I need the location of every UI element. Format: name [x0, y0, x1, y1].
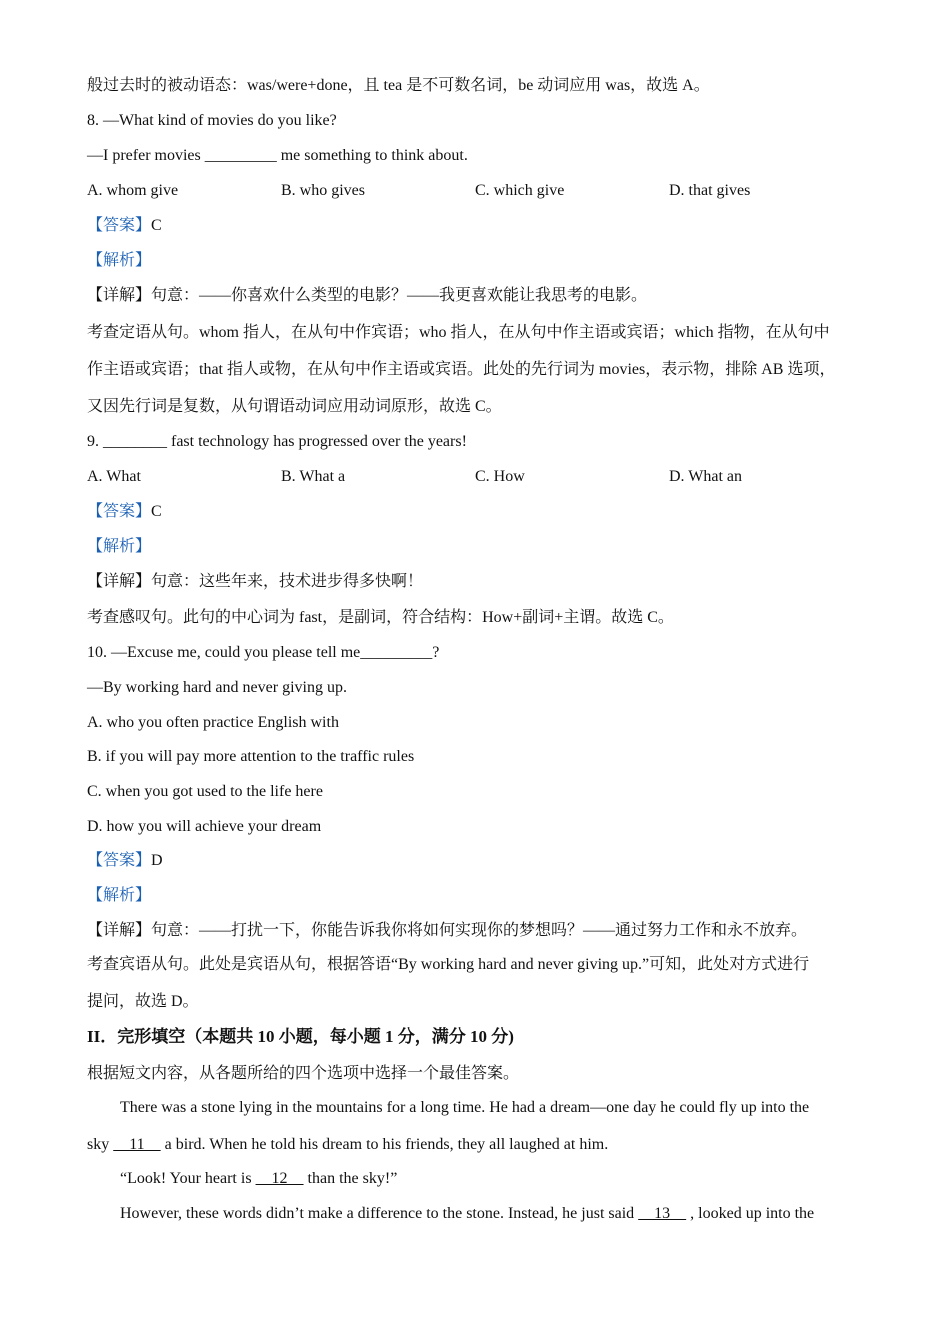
q8-analysis-label: 【解析】	[87, 252, 152, 269]
q9-stem: 9. ________ fast technology has progressed over the years!	[87, 433, 467, 450]
q9-option-d: D. What an	[669, 468, 743, 485]
passage-line-3	[120, 1169, 397, 1189]
q10-analysis-label: 【解析】	[87, 887, 152, 904]
passage-text: However, these words didn’t make a difference to the stone. Instead, he just said	[120, 1205, 639, 1222]
answer-label: 【答案】	[87, 217, 152, 234]
q8-option-d: D. that gives	[669, 182, 751, 199]
q8-option-a: A. whom give	[87, 182, 179, 199]
q10-explanation-1: 考查宾语从句。此处是宾语从句，根据答语“By working hard and never giving up.”可知，此处对方式进行	[87, 956, 810, 973]
q9-explanation-1: 考查感叹句。此句的中心词为 fast，是副词，符合结构：How+副词+主谓。故选 C。	[87, 609, 674, 626]
q9-answer-value: C	[151, 503, 162, 520]
blank-12: 12	[255, 1170, 304, 1187]
q10-answer-value: D	[151, 852, 163, 869]
q10-option-c: C. when you got used to the life here	[87, 783, 323, 800]
q9-detail: 【详解】句意：这些年来，技术进步得多快啊！	[87, 573, 424, 590]
q10-stem: 10. —Excuse me, could you please tell me_________?	[87, 644, 440, 661]
q10-detail: 【详解】句意：——打扰一下，你能告诉我你将如何实现你的梦想吗？——通过努力工作和永不放弃。	[87, 922, 808, 939]
q8-option-b: B. who gives	[281, 182, 365, 199]
section-2-instructions: 根据短文内容，从各题所给的四个选项中选择一个最佳答案。	[87, 1065, 520, 1082]
passage-text: , looked up into the	[686, 1205, 815, 1222]
passage-text: sky	[87, 1136, 114, 1153]
q9-option-b: B. What a	[281, 468, 346, 485]
section-2-title: II．完形填空（本题共 10 小题，每小题 1 分，满分 10 分)	[87, 1027, 514, 1046]
q8-detail: 【详解】句意：——你喜欢什么类型的电影？——我更喜欢能让我思考的电影。	[87, 287, 648, 304]
passage-text: than the sky!”	[303, 1170, 398, 1187]
q8-stem: 8. —What kind of movies do you like?	[87, 112, 337, 129]
passage-line-2	[87, 1135, 608, 1155]
q10-answer	[87, 851, 163, 871]
blank-11: 11	[113, 1136, 161, 1153]
q10-option-a: A. who you often practice English with	[87, 714, 339, 731]
q9-answer	[87, 502, 162, 522]
passage-line-4	[120, 1204, 814, 1224]
q9-option-c: C. How	[475, 468, 525, 485]
passage-text: a bird. When he told his dream to his friends, they all laughed at him.	[160, 1136, 609, 1153]
answer-label: 【答案】	[87, 503, 152, 520]
passage-line-1: There was a stone lying in the mountains for a long time. He had a dream—one day he could fly up into the	[120, 1099, 810, 1116]
q10-line2: —By working hard and never giving up.	[87, 679, 347, 696]
q10-option-d: D. how you will achieve your dream	[87, 818, 322, 835]
q8-explanation-3: 又因先行词是复数，从句谓语动词应用动词原形，故选 C。	[87, 398, 502, 415]
q8-explanation-2: 作主语或宾语；that 指人或物，在从句中作主语或宾语。此处的先行词为 movies，表示物，排除 AB 选项，	[87, 361, 836, 378]
q10-option-b: B. if you will pay more attention to the traffic rules	[87, 748, 415, 765]
q8-option-c: C. which give	[475, 182, 565, 199]
answer-label: 【答案】	[87, 852, 152, 869]
q8-explanation-1: 考查定语从句。whom 指人，在从句中作宾语；who 指人，在从句中作主语或宾语；which 指物，在从句中	[87, 324, 830, 341]
q8-answer	[87, 216, 162, 236]
blank-13: 13	[638, 1205, 687, 1222]
q8-line2: —I prefer movies _________ me something to think about.	[87, 147, 468, 164]
q9-analysis-label: 【解析】	[87, 538, 152, 555]
q9-option-a: A. What	[87, 468, 141, 485]
passage-text: “Look! Your heart is	[120, 1170, 256, 1187]
q10-explanation-2: 提问，故选 D。	[87, 993, 199, 1010]
prev-explanation-line: 般过去时的被动语态：was/were+done，且 tea 是不可数名词，be 动词应用 was，故选 A。	[87, 77, 710, 94]
q8-answer-value: C	[151, 217, 162, 234]
